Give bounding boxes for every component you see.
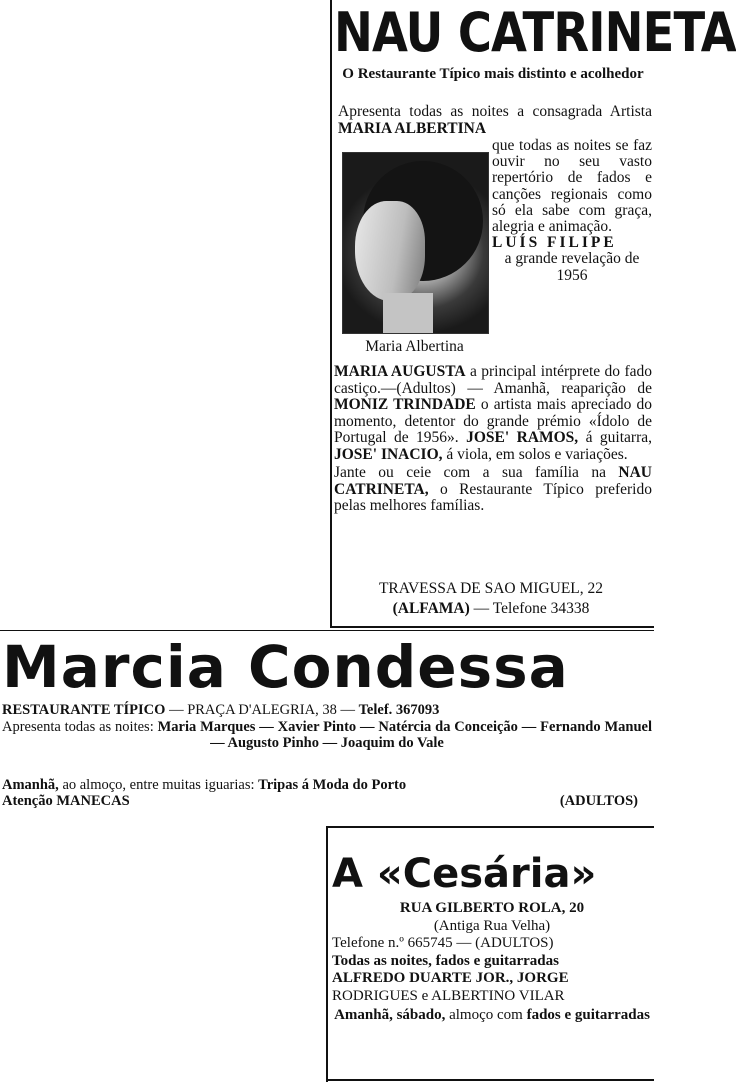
marcia-dish: Tripas á Moda do Porto bbox=[258, 777, 407, 793]
marcia-address-line bbox=[2, 702, 652, 718]
moniz-trindade: MONIZ TRINDADE bbox=[334, 396, 476, 413]
marcia-title: Marcia Condessa bbox=[2, 633, 569, 701]
cesaria-old-street: (Antiga Rua Velha) bbox=[433, 917, 551, 934]
nau-subtitle: O Restaurante Típico mais distinto e acolhedor bbox=[342, 66, 644, 82]
luis-text: a grande revelação de 1956 bbox=[504, 250, 640, 284]
nau-phone: — Telefone 34338 bbox=[469, 600, 590, 617]
jose-ramos: JOSE' RAMOS, bbox=[466, 429, 579, 446]
cesaria-body bbox=[332, 900, 652, 1025]
cesaria-phone: Telefone n.º 665745 — (ADULTOS) bbox=[332, 935, 554, 951]
cesaria-tomorrow: Amanhã, sábado, bbox=[334, 1007, 446, 1023]
nau-body bbox=[334, 364, 652, 515]
nau-right-column bbox=[492, 138, 652, 284]
cesaria-nights: Todas as noites, fados e guitarradas bbox=[332, 952, 559, 969]
marcia-top-rule bbox=[0, 630, 654, 631]
marcia-atencao: Atenção MANECAS bbox=[2, 793, 130, 809]
cesaria-title: A «Cesária» bbox=[332, 851, 597, 897]
jose-inacio: JOSE' INACIO, bbox=[334, 445, 443, 463]
jante-text2: o Restaurante Típico preferido pelas melhores famílias. bbox=[334, 480, 652, 514]
nau-title: NAU CATRINETA bbox=[334, 1, 736, 64]
maria-augusta-text: a principal intérprete do fado castiço.—(Adultos) — Amanhã, reaparição de bbox=[334, 363, 652, 397]
cesaria-street: RUA GILBERTO ROLA, 20 bbox=[399, 900, 585, 916]
intro-text: Apresenta todas as noites a consagrada Artista bbox=[338, 103, 652, 120]
cesaria-top-rule bbox=[326, 826, 654, 828]
cesaria-tomorrow-text: almoço com bbox=[445, 1007, 527, 1023]
marcia-amanha-text: ao almoço, entre muitas iguarias: bbox=[58, 777, 259, 793]
cesaria-artists: ALFREDO DUARTE JOR., JORGE bbox=[332, 970, 569, 986]
marcia-artists: Maria Marques — Xavier Pinto — Natércia da Conceição — Fernando Manuel — Augusto Pinho — Joaquim do Vale bbox=[157, 719, 652, 751]
cesaria-bottom-rule bbox=[326, 1079, 654, 1081]
jose-inacio-text: á viola, em solos e variações. bbox=[442, 445, 628, 463]
marcia-address: — PRAÇA D'ALEGRIA, 38 — bbox=[165, 702, 359, 718]
nau-left-border bbox=[330, 0, 332, 628]
marcia-adultos: (ADULTOS) bbox=[559, 793, 638, 809]
maria-augusta: MARIA AUGUSTA bbox=[334, 363, 466, 380]
nau-address: TRAVESSA DE SAO MIGUEL, 22 bbox=[378, 580, 604, 597]
luis-filipe: LUÍS FILIPE bbox=[492, 234, 617, 252]
cesaria-tomorrow-2: fados e guitarradas bbox=[526, 1007, 650, 1023]
marcia-tomorrow bbox=[2, 777, 652, 809]
marcia-presents bbox=[2, 719, 652, 751]
nau-bottom-rule bbox=[330, 626, 654, 628]
cesaria-left-border bbox=[326, 826, 328, 1082]
jante-text: Jante ou ceie com a sua família na bbox=[334, 464, 619, 481]
nau-intro bbox=[338, 104, 652, 137]
jose-ramos-text: á guitarra, bbox=[578, 429, 652, 446]
jante-nau: NAU CATRINETA, bbox=[334, 464, 652, 498]
marcia-amanha: Amanhã, bbox=[2, 777, 59, 793]
nau-address-phone bbox=[330, 600, 652, 618]
marcia-present-text: Apresenta todas as noites: bbox=[2, 719, 158, 735]
artist-name: MARIA ALBERTINA bbox=[338, 119, 487, 137]
marcia-type: RESTAURANTE TÍPICO bbox=[2, 702, 166, 718]
artist-photo bbox=[342, 152, 489, 334]
cesaria-artists-2: RODRIGUES e ALBERTINO VILAR bbox=[332, 987, 565, 1004]
moniz-text: o artista mais apreciado do momento, detentor do grande prémio «Ídolo de Portugal de 1956». bbox=[334, 396, 652, 446]
alfama: (ALFAMA) bbox=[392, 600, 470, 617]
right-text: que todas as noites se faz ouvir no seu vasto repertório de fados e canções regionais como só ela sabe com graça, alegria e animação. bbox=[492, 137, 652, 236]
marcia-phone: Telef. 367093 bbox=[358, 702, 440, 718]
photo-caption: Maria Albertina bbox=[365, 338, 464, 355]
